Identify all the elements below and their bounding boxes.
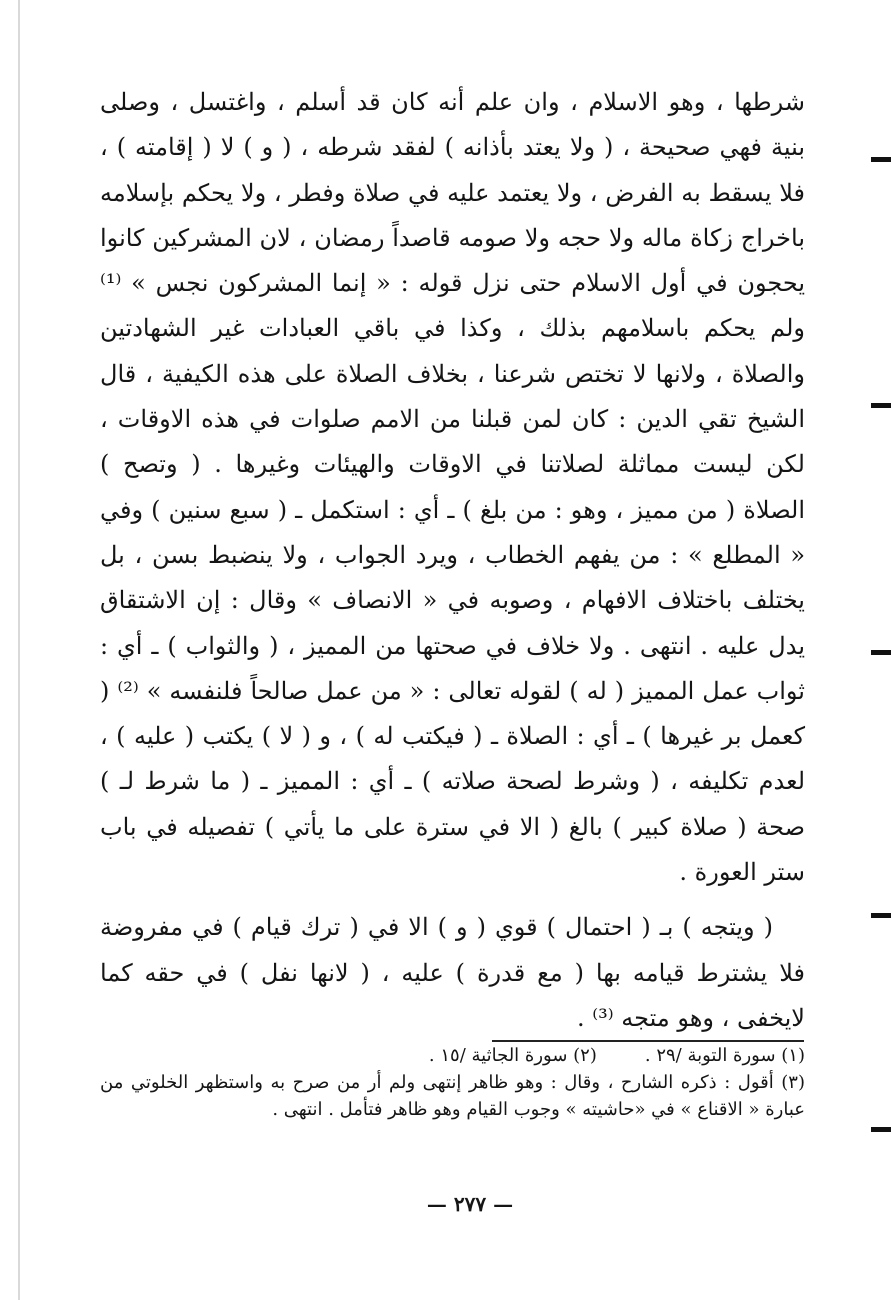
page-number: — ٢٧٧ —: [426, 1192, 514, 1216]
margin-mark: [871, 1127, 891, 1132]
main-text: [100, 80, 805, 1041]
margin-mark: [871, 650, 891, 655]
paragraph-1: شرطها ، وهو الاسلام ، وان علم أنه كان قد أسلم ، واغتسل ، وصلى بنية فهي صحيحة ، ( ولا يعتد بأذانه ) لفقد شرطه ، ( و ) لا ( إقامته ) ، فلا يسقط به الفرض ، ولا يعتمد عليه في صلاة وفطر ، ولا يحكم بإسلامه باخراج زكاة ماله ولا حجه ولا صومه قاصداً رمضان ، لان المشركين كانوا يحجون في أول الاسلام حتى نزل قوله : « إنما المشركون نجس » ⁽¹⁾ ولم يحكم باسلامهم بذلك ، وكذا في باقي العبادات غير الشهادتين والصلاة ، ولانها لا تختص شرعنا ، بخلاف الصلاة على هذه الكيفية ، قال الشيخ تقي الدين : كان لمن قبلنا من الامم صلوات في هذه الاوقات ، لكن ليست مماثلة لصلاتنا في الاوقات والهيئات وغيرها . ( وتصح ) الصلاة ( من مميز ، وهو : من بلغ ) ـ أي : استكمل ـ ( سبع سنين ) وفي « المطلع » : من يفهم الخطاب ، ويرد الجواب ، ولا ينضبط بسن ، بل يختلف باختلاف الافهام ، وصوبه في « الانصاف » وقال : إن الاشتقاق يدل عليه . انتهى . ولا خلاف في صحتها من المميز ، ( والثواب ) ـ أي : ثواب عمل المميز ( له ) لقوله تعالى : « من عمل صالحاً فلنفسه » ⁽²⁾ ( كعمل بر غيرها ) ـ أي : الصلاة ـ ( فيكتب له ) ، و ( لا ) يكتب ( عليه ) ، لعدم تكليفه ، ( وشرط لصحة صلاته ) ـ أي : المميز ـ ( ما شرط لـ ) صحة ( صلاة كبير ) بالغ ( الا في سترة على ما يأتي ) تفصيله في باب ستر العورة .: [100, 88, 806, 887]
footnote-3: (٣) أقول : ذكره الشارح ، وقال : وهو ظاهر إنتهى ولم أر من صرح به واستظهر الخلوتي من عبارة « الاقناع » في «حاشيته » وجوب القيام وهو ظاهر فتأمل . انتهى .: [100, 1072, 805, 1120]
footnote-2: (٢) سورة الجاثية /١٥ .: [428, 1045, 597, 1066]
margin-mark: [871, 403, 891, 408]
footnotes: [100, 1042, 805, 1123]
paragraph-2: ( ويتجه ) بـ ( احتمال ) قوي ( و ) الا في ( ترك قيام ) في مفروضة فلا يشترط قيامه بها ( مع قدرة ) عليه ، ( لانها نفل ) في حقه كما لايخفى ، وهو متجه ⁽³⁾ .: [100, 913, 805, 1032]
footnote-1: (١) سورة التوبة /٢٩ .: [644, 1045, 805, 1066]
margin-mark: [871, 157, 891, 162]
footnote-row: [100, 1042, 805, 1069]
page-edge: [18, 0, 20, 1300]
margin-mark: [871, 913, 891, 918]
